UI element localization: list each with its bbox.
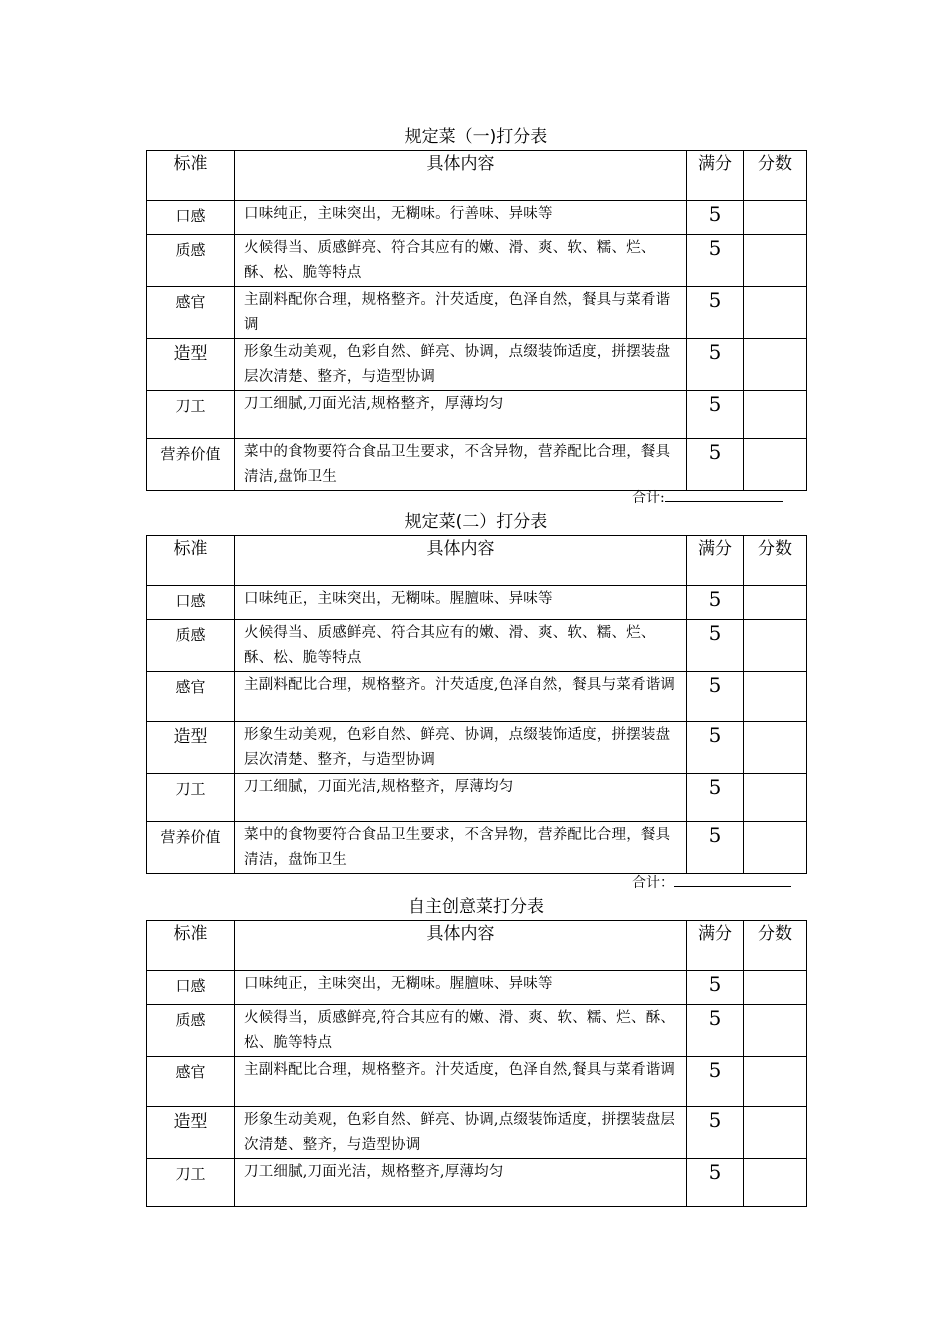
content-cell: 口味纯正，主味突出，无糊味。腥膻味、异味等 (235, 971, 687, 1005)
max-score-cell: 5 (687, 235, 744, 287)
content-cell: 火候得当、质感鲜亮、符合其应有的嫩、滑、爽、软、糯、烂、酥、松、脆等特点 (235, 235, 687, 287)
header-criterion: 标准 (147, 536, 235, 586)
header-max: 满分 (687, 151, 744, 201)
criterion-cell: 口感 (147, 201, 235, 235)
max-score-cell: 5 (687, 439, 744, 491)
table-row (147, 287, 807, 339)
score-input-cell[interactable] (744, 672, 807, 722)
content-cell: 菜中的食物要符合食品卫生要求，不含异物，营养配比合理，餐具清洁，盘饰卫生 (235, 822, 687, 874)
score-input-cell[interactable] (744, 235, 807, 287)
criterion-cell: 感官 (147, 1057, 235, 1107)
max-score-cell: 5 (687, 339, 744, 391)
table-2-title: 规定菜(二）打分表 (404, 512, 548, 532)
table-row (147, 586, 807, 620)
score-input-cell[interactable] (744, 1107, 807, 1159)
table-row (147, 1107, 807, 1159)
score-input-cell[interactable] (744, 391, 807, 439)
max-score-cell: 5 (687, 1159, 744, 1207)
header-content: 具体内容 (235, 536, 687, 586)
criterion-cell: 质感 (147, 620, 235, 672)
table-row (147, 439, 807, 491)
score-table-3 (146, 920, 807, 1207)
max-score-cell: 5 (687, 722, 744, 774)
content-cell: 形象生动美观，色彩自然、鲜亮、协调，点缀装饰适度，拼摆装盘层次清楚、整齐，与造型协调 (235, 339, 687, 391)
content-cell: 口味纯正，主味突出，无糊味。行善味、异味等 (235, 201, 687, 235)
table-row (147, 822, 807, 874)
table-row (147, 774, 807, 822)
table-header-row (147, 536, 807, 586)
content-cell: 刀工细腻,刀面光洁，规格整齐,厚薄均匀 (235, 1159, 687, 1207)
criterion-cell: 刀工 (147, 391, 235, 439)
criterion-cell: 感官 (147, 672, 235, 722)
score-input-cell[interactable] (744, 1159, 807, 1207)
total-blank-line[interactable] (674, 872, 791, 887)
table-3-title: 自主创意菜打分表 (408, 897, 544, 917)
max-score-cell: 5 (687, 1005, 744, 1057)
max-score-cell: 5 (687, 586, 744, 620)
score-input-cell[interactable] (744, 722, 807, 774)
header-score: 分数 (744, 921, 807, 971)
criterion-cell: 造型 (147, 722, 235, 774)
table-1-title: 规定菜（一)打分表 (404, 127, 548, 147)
header-content: 具体内容 (235, 151, 687, 201)
content-cell: 火候得当、质感鲜亮、符合其应有的嫩、滑、爽、软、糯、烂、酥、松、脆等特点 (235, 620, 687, 672)
score-input-cell[interactable] (744, 1005, 807, 1057)
total-label: 合计: (632, 490, 665, 506)
table-row (147, 1057, 807, 1107)
max-score-cell: 5 (687, 620, 744, 672)
content-cell: 火候得当，质感鲜亮,符合其应有的嫩、滑、爽、软、糯、烂、酥、松、脆等特点 (235, 1005, 687, 1057)
table-row (147, 620, 807, 672)
score-table-2 (146, 535, 807, 874)
criterion-cell: 质感 (147, 1005, 235, 1057)
criterion-cell: 造型 (147, 339, 235, 391)
content-cell: 口味纯正，主味突出，无糊味。腥膻味、异味等 (235, 586, 687, 620)
criterion-cell: 刀工 (147, 774, 235, 822)
max-score-cell: 5 (687, 1057, 744, 1107)
score-input-cell[interactable] (744, 339, 807, 391)
content-cell: 刀工细腻，刀面光洁,规格整齐，厚薄均匀 (235, 774, 687, 822)
table-row (147, 1159, 807, 1207)
header-content: 具体内容 (235, 921, 687, 971)
criterion-cell: 刀工 (147, 1159, 235, 1207)
content-cell: 主副料配比合理，规格整齐。汁芡适度，色泽自然,餐具与菜肴谐调 (235, 1057, 687, 1107)
table-row (147, 391, 807, 439)
total-label: 合计： (632, 875, 674, 891)
table-row (147, 672, 807, 722)
max-score-cell: 5 (687, 1107, 744, 1159)
content-cell: 刀工细腻,刀面光洁,规格整齐，厚薄均匀 (235, 391, 687, 439)
table-row (147, 1005, 807, 1057)
content-cell: 主副料配比合理，规格整齐。汁芡适度,色泽自然，餐具与菜肴谐调 (235, 672, 687, 722)
content-cell: 形象生动美观，色彩自然、鲜亮、协调,点缀装饰适度，拼摆装盘层次清楚、整齐，与造型协调 (235, 1107, 687, 1159)
max-score-cell: 5 (687, 672, 744, 722)
max-score-cell: 5 (687, 774, 744, 822)
content-cell: 主副料配你合理，规格整齐。汁芡适度，色泽自然，餐具与菜肴谐调 (235, 287, 687, 339)
score-input-cell[interactable] (744, 287, 807, 339)
criterion-cell: 口感 (147, 586, 235, 620)
table-2-total (632, 872, 791, 892)
header-criterion: 标准 (147, 151, 235, 201)
content-cell: 形象生动美观，色彩自然、鲜亮、协调，点缀装饰适度，拼摆装盘层次清楚、整齐，与造型协调 (235, 722, 687, 774)
criterion-cell: 口感 (147, 971, 235, 1005)
criterion-cell: 营养价值 (147, 822, 235, 874)
table-row (147, 339, 807, 391)
content-cell: 菜中的食物要符合食品卫生要求，不含异物，营养配比合理，餐具清洁,盘饰卫生 (235, 439, 687, 491)
header-score: 分数 (744, 151, 807, 201)
score-input-cell[interactable] (744, 620, 807, 672)
table-row (147, 971, 807, 1005)
criterion-cell: 造型 (147, 1107, 235, 1159)
criterion-cell: 感官 (147, 287, 235, 339)
criterion-cell: 营养价值 (147, 439, 235, 491)
table-row (147, 201, 807, 235)
max-score-cell: 5 (687, 287, 744, 339)
score-input-cell[interactable] (744, 439, 807, 491)
score-input-cell[interactable] (744, 971, 807, 1005)
table-header-row (147, 921, 807, 971)
header-max: 满分 (687, 921, 744, 971)
score-input-cell[interactable] (744, 822, 807, 874)
table-header-row (147, 151, 807, 201)
max-score-cell: 5 (687, 971, 744, 1005)
max-score-cell: 5 (687, 201, 744, 235)
score-input-cell[interactable] (744, 201, 807, 235)
header-score: 分数 (744, 536, 807, 586)
table-row (147, 235, 807, 287)
max-score-cell: 5 (687, 822, 744, 874)
table-1-total (632, 487, 783, 507)
score-input-cell[interactable] (744, 774, 807, 822)
table-row (147, 722, 807, 774)
header-criterion: 标准 (147, 921, 235, 971)
criterion-cell: 质感 (147, 235, 235, 287)
header-max: 满分 (687, 536, 744, 586)
score-table-1 (146, 150, 807, 491)
total-blank-line[interactable] (665, 487, 783, 502)
score-input-cell[interactable] (744, 1057, 807, 1107)
max-score-cell: 5 (687, 391, 744, 439)
score-input-cell[interactable] (744, 586, 807, 620)
